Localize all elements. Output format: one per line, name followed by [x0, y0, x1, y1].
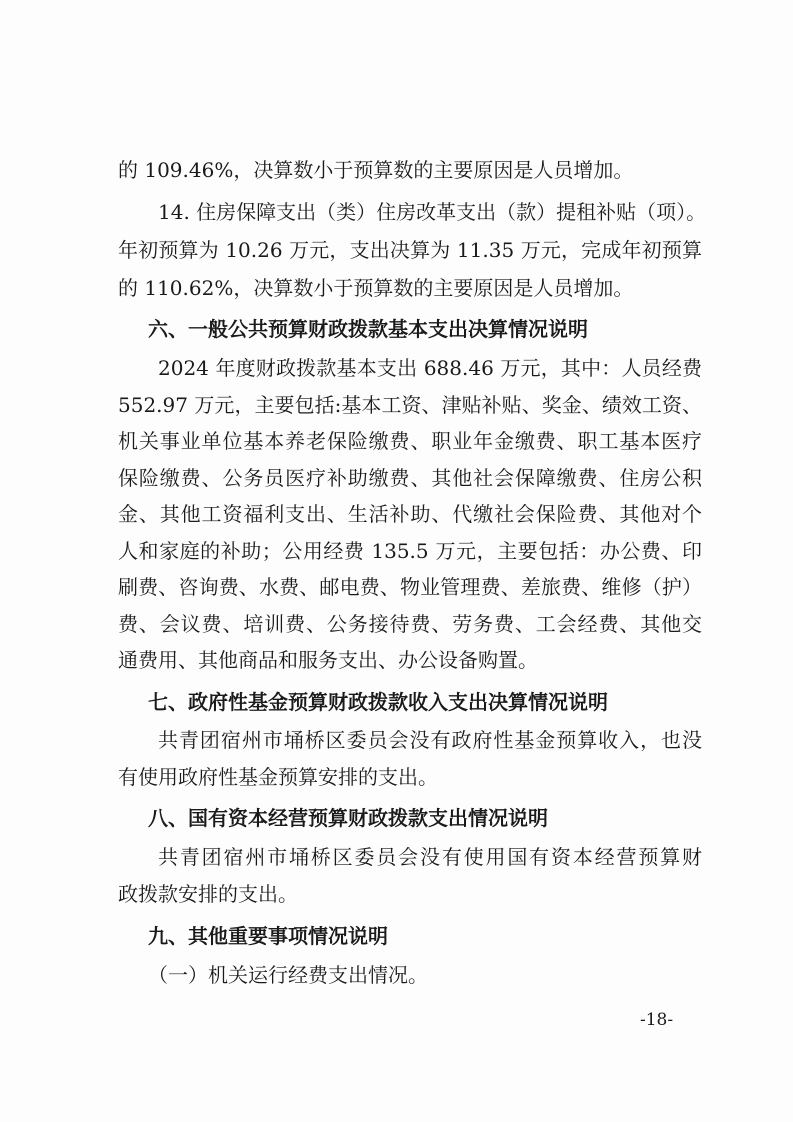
- text-line: 552.97 万元，主要包括:基本工资、津贴补贴、奖金、绩效工资、: [118, 392, 702, 417]
- text-line: 有使用政府性基金预算安排的支出。: [118, 764, 438, 789]
- text-line: 的 109.46%，决算数小于预算数的主要原因是人员增加。: [118, 158, 634, 182]
- page-number: -18-: [640, 1010, 674, 1030]
- text-line: 政拨款安排的支出。: [118, 881, 298, 906]
- text-line: 通费用、其他商品和服务支出、办公设备购置。: [118, 648, 538, 672]
- text-line: 的 110.62%，决算数小于预算数的主要原因是人员增加。: [118, 276, 634, 300]
- section-heading-6: [118, 310, 702, 348]
- section-heading-7: [118, 684, 702, 721]
- heading-text: 八、国有资本经营预算财政拨款支出情况说明: [148, 806, 548, 830]
- heading-text: 九、其他重要事项情况说明: [148, 924, 388, 948]
- paragraph-basic-expenditure: [118, 350, 702, 679]
- text-line: 费、会议费、培训费、公务接待费、劳务费、工会经费、其他交: [118, 611, 702, 636]
- section-heading-9: [118, 918, 702, 955]
- text-line: 刷费、咨询费、水费、邮电费、物业管理费、差旅费、维修（护）: [118, 575, 702, 599]
- text-line: 2024 年度财政拨款基本支出 688.46 万元，其中：人员经费: [158, 356, 702, 380]
- text-line: （一）机关运行经费支出情况。: [148, 963, 428, 987]
- text-line: 金、其他工资福利支出、生活补助、代缴社会保险费、其他对个: [118, 502, 702, 526]
- paragraph-continuation: [118, 151, 702, 189]
- text-line: 共青团宿州市埇桥区委员会没有政府性基金预算收入，也没: [158, 728, 702, 752]
- paragraph-government-fund: [118, 722, 702, 795]
- text-line: 年初预算为 10.26 万元，支出决算为 11.35 万元，完成年初预算: [118, 238, 702, 262]
- text-line: 人和家庭的补助；公用经费 135.5 万元，主要包括：办公费、印: [118, 538, 702, 563]
- heading-text: 七、政府性基金预算财政拨款收入支出决算情况说明: [148, 690, 608, 714]
- paragraph-state-capital: [118, 839, 702, 912]
- text-line: 保险缴费、公务员医疗补助缴费、其他社会保障缴费、住房公积: [118, 465, 702, 490]
- text-line: 共青团宿州市埇桥区委员会没有使用国有资本经营预算财: [158, 845, 702, 869]
- section-heading-8: [118, 800, 702, 837]
- paragraph-item-14: [118, 193, 707, 307]
- paragraph-operating-costs: [118, 957, 702, 994]
- heading-text: 六、一般公共预算财政拨款基本支出决算情况说明: [148, 317, 588, 341]
- text-line: 机关事业单位基本养老保险缴费、职业年金缴费、职工基本医疗: [118, 429, 702, 453]
- text-line: 14. 住房保障支出（类）住房改革支出（款）提租补贴（项）。: [158, 200, 707, 224]
